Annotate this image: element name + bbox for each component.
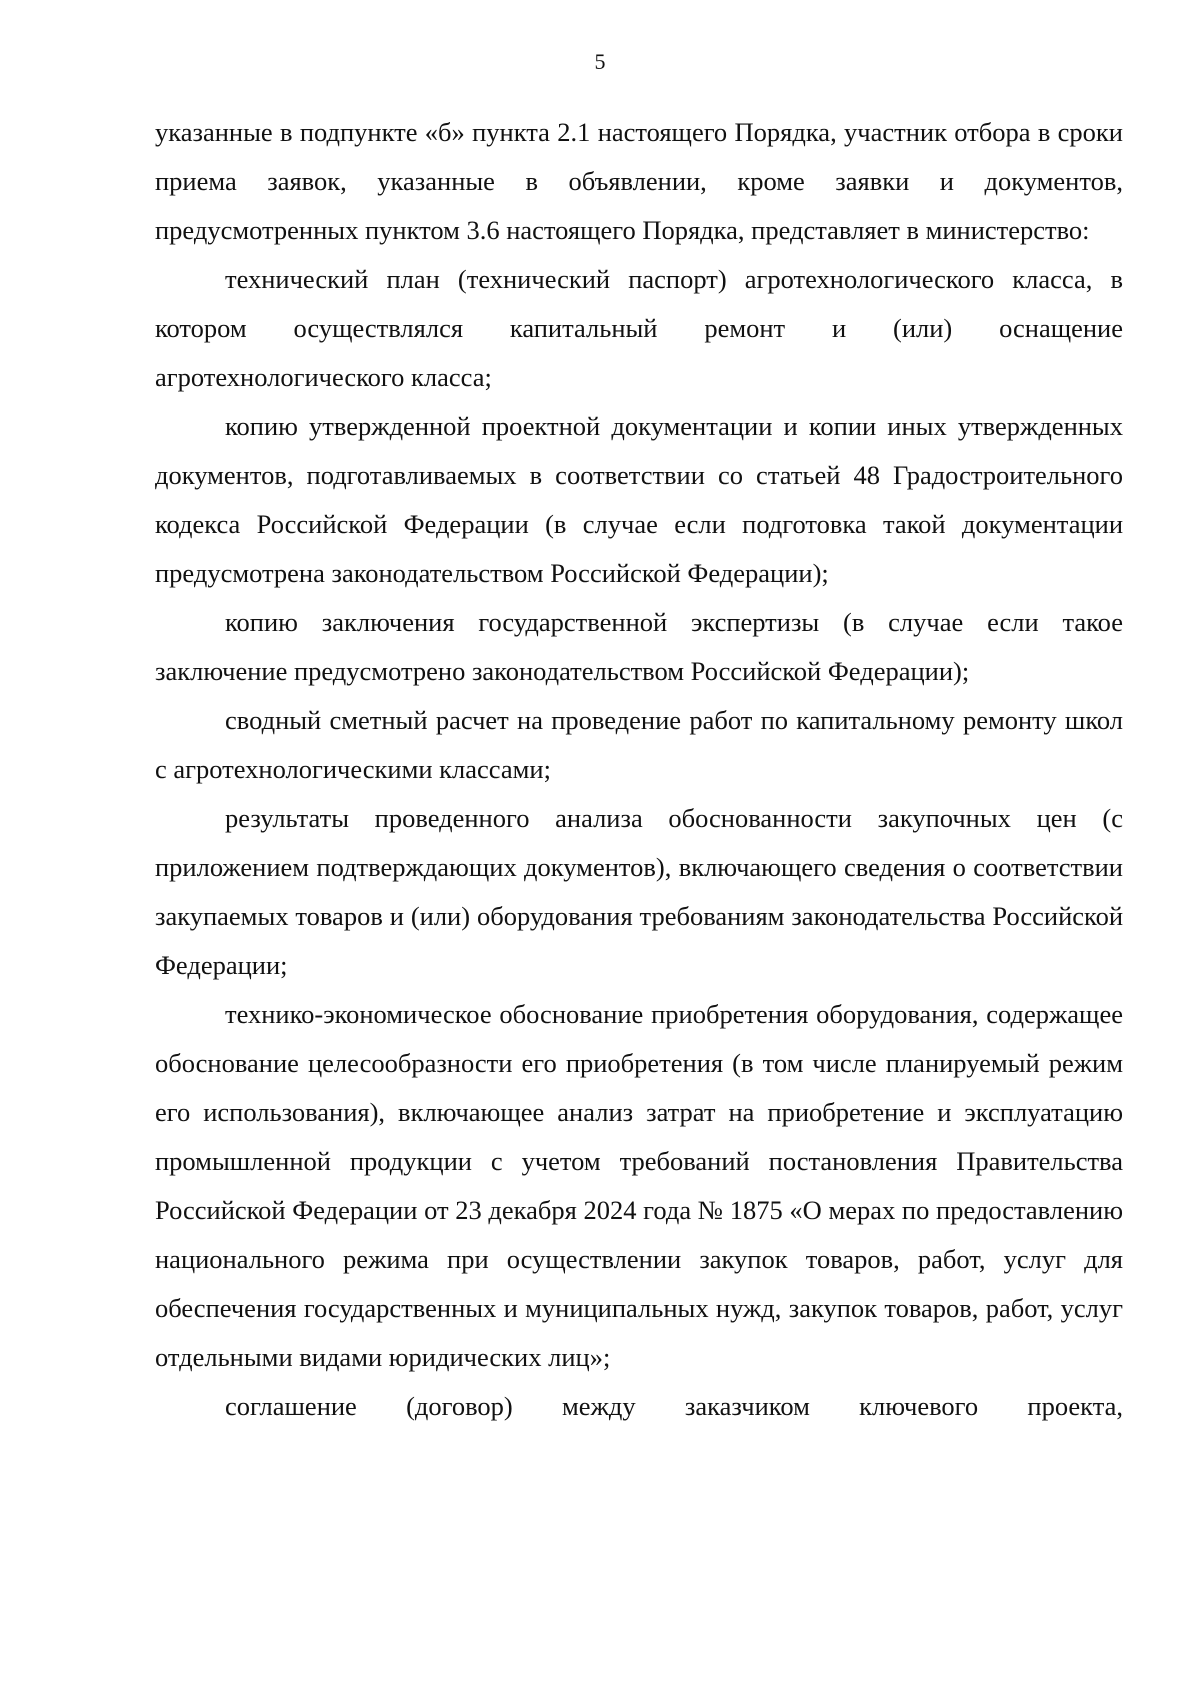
- paragraph-price-analysis: результаты проведенного анализа обоснованности закупочных цен (с приложением подтверждающих документов), включающего сведения о соответствии закупаемых товаров и (или) оборудования требованиям законодательства Российской Федерации;: [155, 803, 1123, 980]
- paragraph-project-documentation: копию утвержденной проектной документации и копии иных утвержденных документов, подготавливаемых в соответствии со статьей 48 Градостроительного кодекса Российской Федерации (в случае если подготовка такой документации предусмотрена законодательством Российской Федерации);: [155, 411, 1123, 588]
- paragraph-feasibility-study: технико-экономическое обоснование приобретения оборудования, содержащее обоснование целесообразности его приобретения (в том числе планируемый режим его использования), включающее анализ затрат на приобретение и эксплуатацию промышленной продукции с учетом требований постановления Правительства Российской Федерации от 23 декабря 2024 года № 1875 «О мерах по предоставлению национального режима при осуществлении закупок товаров, работ, услуг для обеспечения государственных и муниципальных нужд, закупок товаров, работ, услуг отдельными видами юридических лиц»;: [155, 999, 1123, 1372]
- paragraph-cost-estimate: сводный сметный расчет на проведение работ по капитальному ремонту школ с агротехнологическими классами;: [155, 705, 1123, 784]
- paragraph-agreement: соглашение (договор) между заказчиком ключевого проекта,: [225, 1391, 1123, 1421]
- page-number: 5: [594, 49, 606, 74]
- document-body: [155, 108, 1123, 1431]
- paragraph-continuation: указанные в подпункте «б» пункта 2.1 настоящего Порядка, участник отбора в сроки приема заявок, указанные в объявлении, кроме заявки и документов, предусмотренных пунктом 3.6 настоящего Порядка, представляет в министерство:: [155, 117, 1123, 245]
- paragraph-state-expertise: копию заключения государственной экспертизы (в случае если такое заключение предусмотрено законодательством Российской Федерации);: [155, 607, 1123, 686]
- paragraph-technical-plan: технический план (технический паспорт) агротехнологического класса, в котором осуществлялся капитальный ремонт и (или) оснащение агротехнологического класса;: [155, 264, 1123, 392]
